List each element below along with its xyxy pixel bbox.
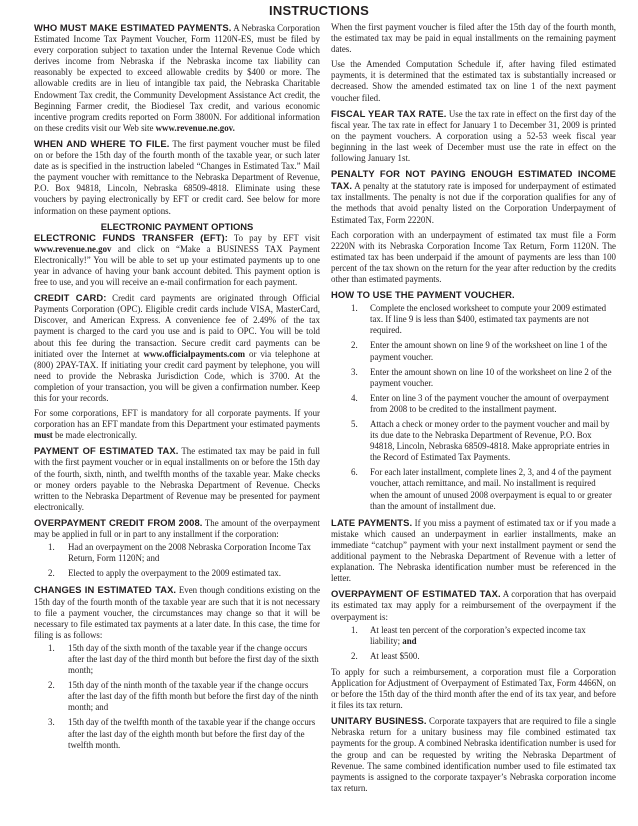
- first-voucher-paragraph: When the first payment voucher is filed after the 15th day of the fourth month, the estimated tax may be paid in equal installments on the remaining payment dates.: [331, 22, 616, 55]
- overpayment-estimated-heading: OVERPAYMENT OF ESTIMATED TAX.: [331, 588, 501, 600]
- list-item: 5. Attach a check or money order to the payment voucher and mail by its due date to the Nebraska Department of Revenue, P.O. Box 94818, Lincoln, Nebraska 68509-4818. Make appropriate entries in the Record of Estimated Tax Payments.: [351, 419, 610, 463]
- eft-mandate-paragraph: For some corporations, EFT is mandatory for all corporate payments. If your corporation has an EFT mandate from this Department your estimated payments must be made electronically.: [34, 408, 320, 441]
- list-item: 1. At least ten percent of the corporation’s expected income tax liability; and: [351, 624, 586, 646]
- late-payments-heading: LATE PAYMENTS.: [331, 516, 413, 528]
- unitary-business-paragraph: UNITARY BUSINESS. Corporate taxpayers that are required to file a single Nebraska return for a unitary business may file combined estimated tax payments for the group. A combined Nebraska identification number is used for the group and can be requested by writing the Nebraska Department of Revenue. The same combined identification number used to file estimated tax payments is assigned to the corporate taxpayer’s Nebraska corporation income tax return.: [331, 715, 616, 793]
- penalty-paragraph: PENALTY FOR NOT PAYING ENOUGH ESTIMATED INCOME TAX. A penalty at the statutory rate is imposed for underpayment of estimated tax installments. The penalty is not due if the corporation qualifies for any of the methods that avoid penalty listed on the Corporation Underpayment of Estimated Tax, Form 2220N.: [331, 168, 616, 225]
- page-title: INSTRUCTIONS: [269, 3, 369, 18]
- unitary-business-heading: UNITARY BUSINESS.: [331, 715, 427, 727]
- overpayment-estimated-paragraph: OVERPAYMENT OF ESTIMATED TAX. A corporation that has overpaid its estimated tax may apply for a reimbursement of the overpayment if the overpayment is:: [331, 588, 616, 622]
- overpayment-estimated-list: [331, 625, 616, 662]
- overpayment-credit-paragraph: OVERPAYMENT CREDIT FROM 2008. The amount of the overpayment may be applied in full or in part to any installment if the corporation:: [34, 516, 321, 540]
- changes-estimated-paragraph: CHANGES IN ESTIMATED TAX. Even though conditions existing on the 15th day of the fourth month of the taxable year are such that it is not necessary to file a payment voucher, the circumstances may change so that it will be necessary to file estimated tax payments at a later date. In this case, the time for filing is as follows:: [34, 584, 321, 640]
- revenue-website-link[interactable]: www.revenue.ne.gov.: [155, 122, 235, 133]
- credit-card-heading: CREDIT CARD:: [34, 292, 107, 304]
- left-column: [34, 22, 320, 756]
- overpayment-credit-list: [34, 542, 320, 579]
- payment-estimated-heading: PAYMENT OF ESTIMATED TAX.: [34, 445, 179, 457]
- underpayment-paragraph: Each corporation with an underpayment of estimated tax must file a Form 2220N with its Nebraska Corporation Income Tax Return, Form 1120N. The estimated tax has been underpaid if the amount of payments are less than 100 percent of the tax shown on the return for the year after reduction by the credits other than estimated payments.: [331, 229, 616, 284]
- list-item: 2. Elected to apply the overpayment to the 2009 estimated tax.: [48, 568, 281, 579]
- list-item: 3. Enter the amount shown on line 10 of the worksheet on line 2 of the payment voucher.: [351, 366, 612, 388]
- credit-card-paragraph: CREDIT CARD: Credit card payments are originated through Official Payments Corporation (OPC). Eligible credit cards include VISA, MasterCard, Discover, and American Express. A convenience fee of 2.49% of the tax payment is charged to the card you use and is paid to OPC. You will be told about this fee during the transaction. Secure credit card payments can be initiated over the Internet at www.officialpayments.com or via telephone at (800) 2PAY-TAX. If initiating your credit card payment by telephone, you will need to provide the Nebraska Jurisdiction Code, which is 3700. At the completion of your transaction, you will be given a confirmation number. Keep this for your records.: [34, 292, 321, 403]
- fiscal-year-heading: FISCAL YEAR TAX RATE.: [331, 107, 447, 119]
- electronic-payment-heading: ELECTRONIC PAYMENT OPTIONS: [100, 220, 254, 232]
- changes-estimated-heading: CHANGES IN ESTIMATED TAX.: [34, 584, 177, 596]
- amended-schedule-paragraph: Use the Amended Computation Schedule if, after having filed estimated payments, it is determined that the estimated tax is substantially increased or decreased. Show the amended estimated tax on line 1 of the next payment voucher filed.: [331, 59, 616, 103]
- eft-paragraph: ELECTRONIC FUNDS TRANSFER (EFT): To pay by EFT visit www.revenue.ne.gov and click on “Make a BUSINESS TAX Payment Electronically!” You will be able to set up your estimated payments up to one year in advance of having your bank account debited. This payment option is free to use, and you will receive an e-mail confirmation for each payment.: [34, 231, 320, 288]
- when-where-paragraph: WHEN AND WHERE TO FILE. The first payment voucher must be filed on or before the 15th day of the fourth month of the taxable year, or such later date as is specified in the instruction labeled “Changes in Estimated Tax.” Mail the payment voucher with remittance to the Nebraska Department of Revenue, P.O. Box 94818, Lincoln, Nebraska 68509-4818. Eliminate using these vouchers by paying electronically by EFT or credit card. See below for more information on these payment options.: [34, 137, 321, 216]
- list-item: 2. At least $500.: [351, 650, 420, 661]
- when-where-heading: WHEN AND WHERE TO FILE.: [34, 137, 170, 149]
- who-must-paragraph: WHO MUST MAKE ESTIMATED PAYMENTS. A Nebraska Corporation Estimated Income Tax Payment Voucher, Form 1120N-ES, must be filed by every corporation subject to taxation under the Internal Revenue Code which derives income from Nebraska if the Nebraska income tax liability can reasonably be expected to exceed allowable credits by $400 or more. The allowable credits are in lieu of intangible tax paid, the Nebraska Charitable Endowment Tax credit, the Community Development Assistance Act credit, the Beginning Farmer credit, the Biodiesel Tax credit, and various economic incentive program credits reported on Form 3800N. For additional information on these credits visit our Web site www.revenue.ne.gov.: [34, 22, 320, 133]
- list-item: 1. 15th day of the sixth month of the taxable year if the change occurs after the last day of the third month but before the first day of the sixth month;: [48, 642, 319, 676]
- how-to-use-list: [331, 303, 616, 512]
- overpayment-credit-heading: OVERPAYMENT CREDIT FROM 2008.: [34, 516, 203, 528]
- who-must-heading: WHO MUST MAKE ESTIMATED PAYMENTS.: [34, 22, 232, 33]
- right-column: [331, 22, 616, 798]
- eft-website-link[interactable]: www.revenue.ne.gov: [34, 243, 112, 254]
- late-payments-paragraph: LATE PAYMENTS. If you miss a payment of estimated tax or if you made a mistake which caused an underpayment in earlier installments, make an immediate “catchup” payment with your next installment payment or send the additional payment to the Nebraska Department of Revenue with a letter of explanation. The Nebraska identification number must be referenced in the letter.: [331, 516, 616, 584]
- list-item: 4. Enter on line 3 of the payment voucher the amount of overpayment from 2008 to be credited to the installment payment.: [351, 392, 609, 414]
- changes-estimated-list: [34, 643, 320, 751]
- eft-heading: ELECTRONIC FUNDS TRANSFER (EFT):: [34, 231, 228, 243]
- list-item: 3. 15th day of the twelfth month of the taxable year if the change occurs after the last day of the eighth month but before the first day of the twelfth month.: [48, 717, 316, 750]
- how-to-use-paragraph: [331, 289, 616, 301]
- reimbursement-paragraph: To apply for such a reimbursement, a corporation must file a Corporation Application for Adjustment of Overpayment of Estimated Tax, Form 4466N, on or before the 15th day of the third month after the end of its tax year, and before it files its tax return.: [331, 666, 616, 711]
- list-item: 1. Complete the enclosed worksheet to compute your 2009 estimated tax. If line 9 is less than $400, estimated tax payments are not required.: [351, 303, 607, 336]
- penalty-heading: PENALTY FOR NOT PAYING ENOUGH ESTIMATED INCOME TAX.: [331, 168, 616, 192]
- list-item: 6. For each later installment, complete lines 2, 3, and 4 of the payment voucher, attach remittance, and mail. No installment is required when the amount of unused 2008 overpayment is equal to or greater than the amount of installment due.: [351, 467, 612, 511]
- list-item: 2. 15th day of the ninth month of the taxable year if the change occurs after the last day of the fifth month but before the first day of the ninth month; and: [48, 680, 319, 713]
- list-item: 1. Had an overpayment on the 2008 Nebraska Corporation Income Tax Return, Form 1120N; and: [48, 542, 311, 564]
- fiscal-year-paragraph: FISCAL YEAR TAX RATE. Use the tax rate in effect on the first day of the fiscal year. The tax rate in effect for January 1 to December 31, 2009 is printed on the payment vouchers. A corporation using a 52-53 week fiscal year beginning in the last week of December must use the rate in effect on the following January 1st.: [331, 107, 616, 164]
- how-to-use-heading: HOW TO USE THE PAYMENT VOUCHER.: [331, 289, 515, 301]
- official-payments-link[interactable]: www.officialpayments.com: [143, 348, 246, 359]
- list-item: 2. Enter the amount shown on line 9 of the worksheet on line 1 of the payment voucher.: [351, 340, 608, 362]
- payment-estimated-paragraph: PAYMENT OF ESTIMATED TAX. The estimated tax may be paid in full with the first payment voucher or in equal installments on or before the 15th day of the fourth, sixth, ninth, and twelfth months of the taxable year. Make checks or money orders payable to the Nebraska Department of Revenue. Checks written to the Nebraska Department of Revenue may be presented for payment electronically.: [34, 445, 320, 512]
